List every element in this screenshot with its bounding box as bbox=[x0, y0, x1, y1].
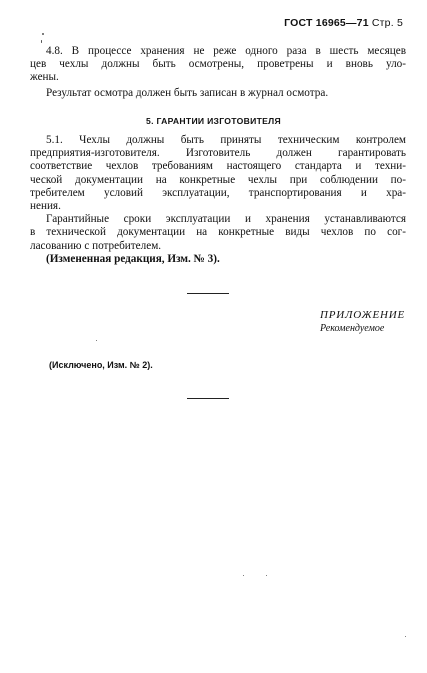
text-line: жены. bbox=[30, 71, 59, 84]
text-line: соответствие чехлов требованиям настоящего стандарта и техни- bbox=[30, 160, 406, 173]
scan-speck bbox=[42, 33, 44, 35]
text-line: требителем условий эксплуатации, транспортирования и хра- bbox=[30, 186, 406, 199]
appendix-title: ПРИЛОЖЕНИЕ bbox=[320, 309, 405, 321]
text-line: 4.8. В процессе хранения не реже одного раза в шесть месяцев bbox=[46, 45, 406, 57]
text-line: в технической документации на конкретные виды чехлов по сог- bbox=[30, 226, 406, 239]
inspection-result-line: Результат осмотра должен быть записан в журнал осмотра. bbox=[46, 86, 329, 99]
appendix-block bbox=[320, 309, 405, 334]
text-line: Гарантийные сроки эксплуатации и хранения устанавливаются bbox=[46, 213, 406, 226]
separator-rule bbox=[187, 398, 229, 399]
scan-speck bbox=[41, 40, 42, 43]
scan-speck bbox=[405, 636, 406, 637]
appendix-subtitle: Рекомендуемое bbox=[320, 323, 385, 334]
text-line: цев чехлы должны быть осмотрены, проветрены и вновь уло- bbox=[30, 58, 406, 71]
section-heading: 5. ГАРАНТИИ ИЗГОТОВИТЕЛЯ bbox=[146, 116, 281, 126]
text-line: предприятия-изготовителя. Изготовитель должен гарантировать bbox=[30, 147, 406, 160]
paragraph-4-8 bbox=[30, 45, 406, 100]
page-header bbox=[284, 17, 403, 29]
text-line: ласованию с потребителем. bbox=[30, 239, 162, 252]
text-line: нения. bbox=[30, 200, 61, 213]
scan-speck bbox=[96, 340, 97, 341]
excluded-note: (Исключено, Изм. № 2). bbox=[49, 360, 153, 370]
scan-speck bbox=[266, 575, 267, 576]
separator-rule bbox=[187, 293, 229, 294]
paragraph-5-1 bbox=[30, 134, 406, 266]
text-line: ческой документации на конкретные чехлы при соблюдении по- bbox=[30, 173, 406, 186]
page-number: Стр. 5 bbox=[371, 17, 403, 29]
standard-number: ГОСТ 16965—71 bbox=[284, 17, 369, 29]
scan-speck bbox=[243, 575, 244, 576]
text-line: 5.1. Чехлы должны быть приняты техническим контролем bbox=[46, 134, 406, 146]
amendment-note: (Измененная редакция, Изм. № 3). bbox=[46, 252, 220, 265]
